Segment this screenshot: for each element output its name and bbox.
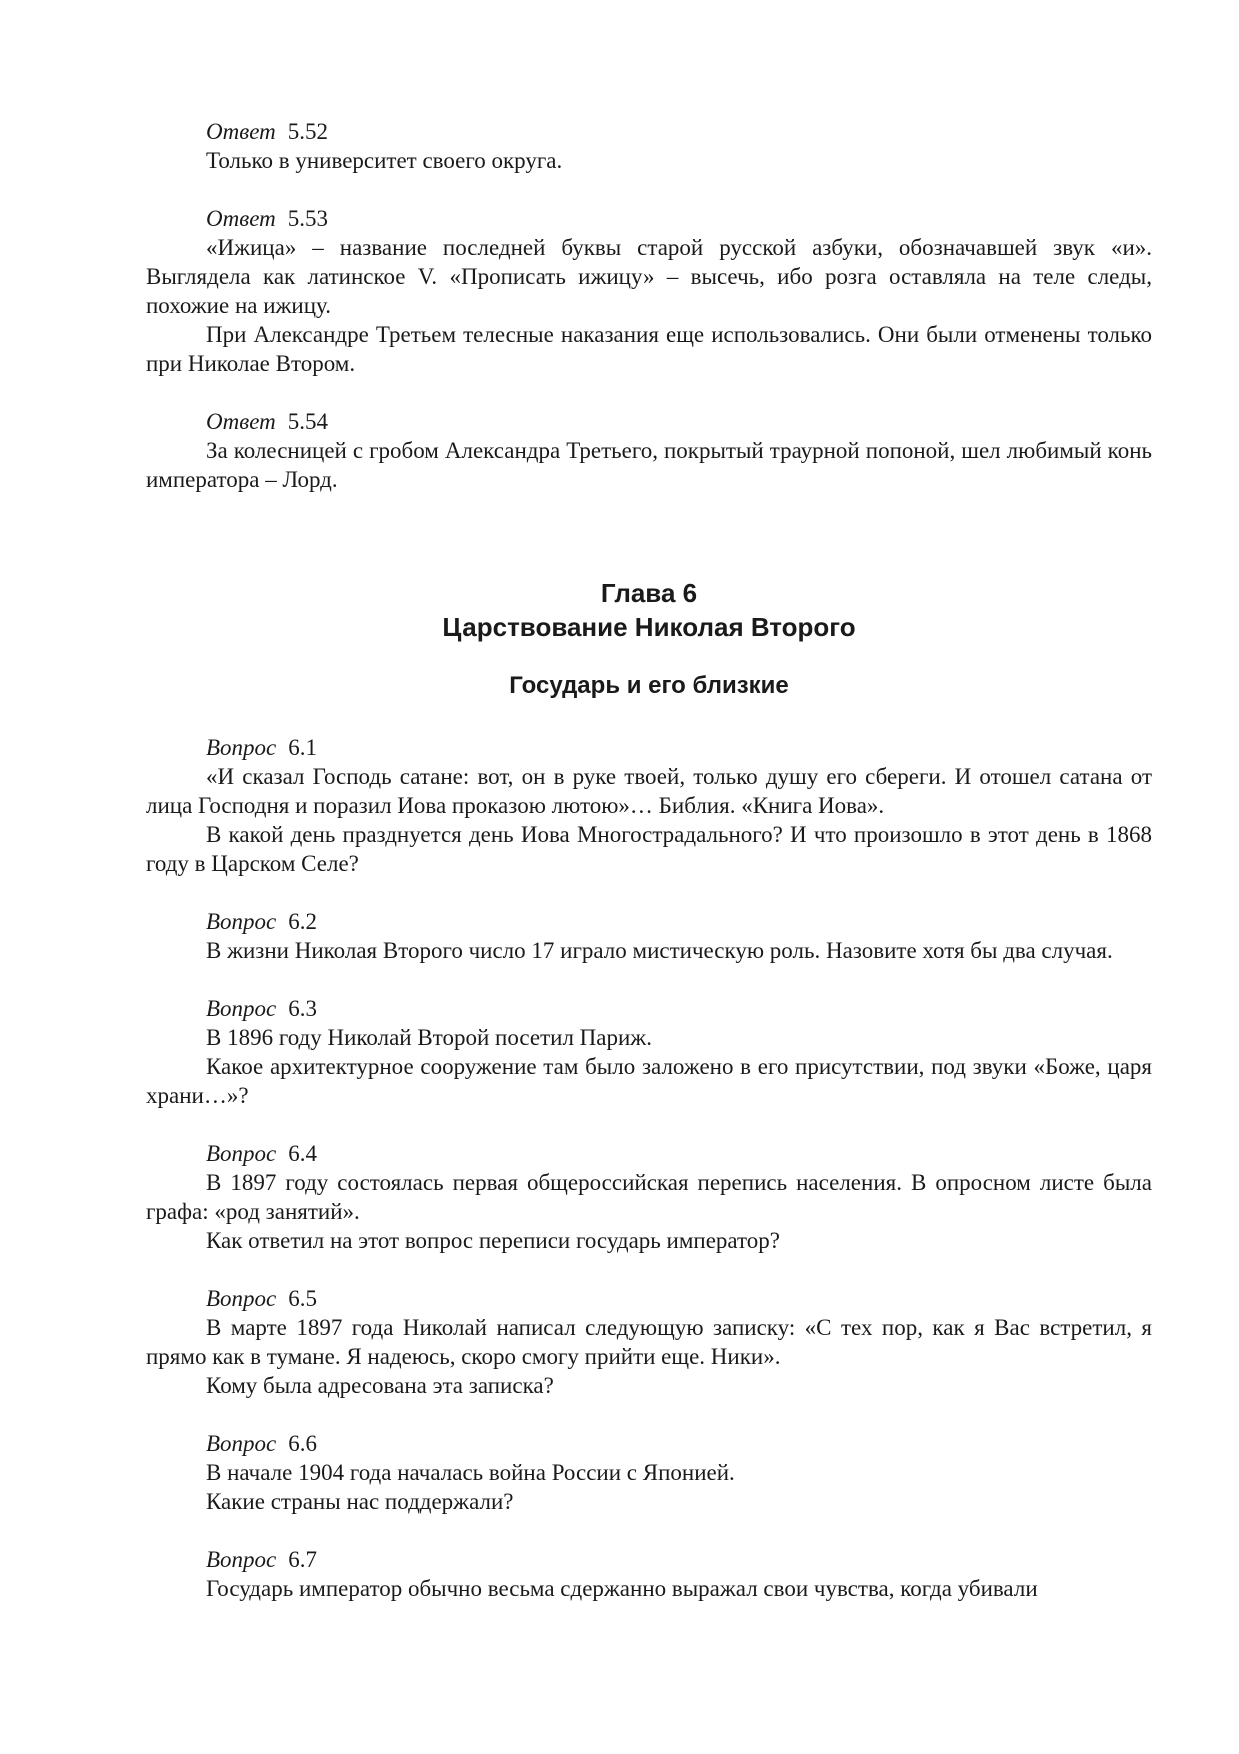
question-block — [146, 733, 1152, 878]
question-number: 6.5 — [288, 1286, 318, 1311]
answer-label: Ответ 5.53 — [206, 206, 328, 231]
answer-block — [146, 204, 1152, 378]
chapter-title: Царствование Николая Второго — [442, 612, 856, 642]
paragraph: Как ответил на этот вопрос переписи государь император? — [206, 1228, 780, 1253]
question-number: 6.1 — [288, 735, 318, 760]
question-number: 6.6 — [288, 1431, 318, 1456]
chapter-heading — [146, 576, 1152, 644]
answer-label: Ответ 5.54 — [206, 409, 328, 434]
question-number: 6.4 — [288, 1141, 318, 1166]
paragraph: В начале 1904 года началась война России с Японией. — [206, 1460, 735, 1485]
paragraph: Государь император обычно весьма сдержанно выражал свои чувства, когда убивали — [206, 1576, 1038, 1601]
paragraph: «Ижица» – название последней буквы старой русской азбуки, обозначавшей звук «и». Выглядела как латинское V. «Прописать ижицу» – высечь, ибо розга оставляла на теле следы, похожие на ижицу. — [146, 235, 1152, 318]
document-page — [146, 117, 1152, 1632]
paragraph: Какое архитектурное сооружение там было заложено в его присутствии, под звуки «Боже, царя храни…»? — [146, 1054, 1152, 1108]
section-title: Государь и его близкие — [509, 672, 789, 699]
question-number: 6.2 — [288, 909, 318, 934]
answer-number: 5.52 — [287, 119, 328, 144]
answer-number: 5.54 — [287, 409, 328, 434]
question-block — [146, 1284, 1152, 1400]
question-label: Вопрос 6.4 — [206, 1141, 318, 1166]
paragraph: «И сказал Господь сатане: вот, он в руке твоей, только душу его сбереги. И отошел сатана от лица Господня и поразил Иова проказою лютою»… Библия. «Книга Иова». — [146, 764, 1152, 818]
question-block — [146, 1545, 1152, 1603]
paragraph: В марте 1897 года Николай написал следующую записку: «С тех пор, как я Вас встретил, я прямо как в тумане. Я надеюсь, скоро смогу прийти еще. Ники». — [146, 1315, 1152, 1369]
paragraph: При Александре Третьем телесные наказания еще использовались. Они были отменены только при Николае Втором. — [146, 322, 1152, 376]
answer-label: Ответ 5.52 — [206, 119, 328, 144]
paragraph: Какие страны нас поддержали? — [206, 1489, 514, 1514]
question-label: Вопрос 6.5 — [206, 1286, 318, 1311]
question-number: 6.7 — [288, 1547, 318, 1572]
paragraph: В жизни Николая Второго число 17 играло мистическую роль. Назовите хотя бы два случая. — [206, 938, 1113, 963]
paragraph: За колесницей с гробом Александра Третьего, покрытый траурной попоной, шел любимый конь императора – Лорд. — [146, 438, 1152, 492]
question-label: Вопрос 6.1 — [206, 735, 318, 760]
question-block — [146, 994, 1152, 1110]
question-label: Вопрос 6.2 — [206, 909, 318, 934]
question-number: 6.3 — [288, 996, 318, 1021]
question-block — [146, 1429, 1152, 1516]
question-block — [146, 1139, 1152, 1255]
paragraph: Только в университет своего округа. — [206, 148, 563, 173]
question-block — [146, 907, 1152, 965]
paragraph: В 1897 году состоялась первая общероссийская перепись населения. В опросном листе была графа: «род занятий». — [146, 1170, 1152, 1224]
question-label: Вопрос 6.7 — [206, 1547, 318, 1572]
paragraph: В какой день празднуется день Иова Многострадального? И что произошло в этот день в 1868 году в Царском Селе? — [146, 822, 1152, 876]
paragraph: В 1896 году Николай Второй посетил Париж. — [206, 1025, 652, 1050]
answer-block — [146, 117, 1152, 175]
answer-number: 5.53 — [287, 206, 328, 231]
chapter-number: Глава 6 — [600, 578, 698, 608]
answer-block — [146, 407, 1152, 494]
question-label: Вопрос 6.6 — [206, 1431, 318, 1456]
question-label: Вопрос 6.3 — [206, 996, 318, 1021]
paragraph: Кому была адресована эта записка? — [206, 1373, 554, 1398]
